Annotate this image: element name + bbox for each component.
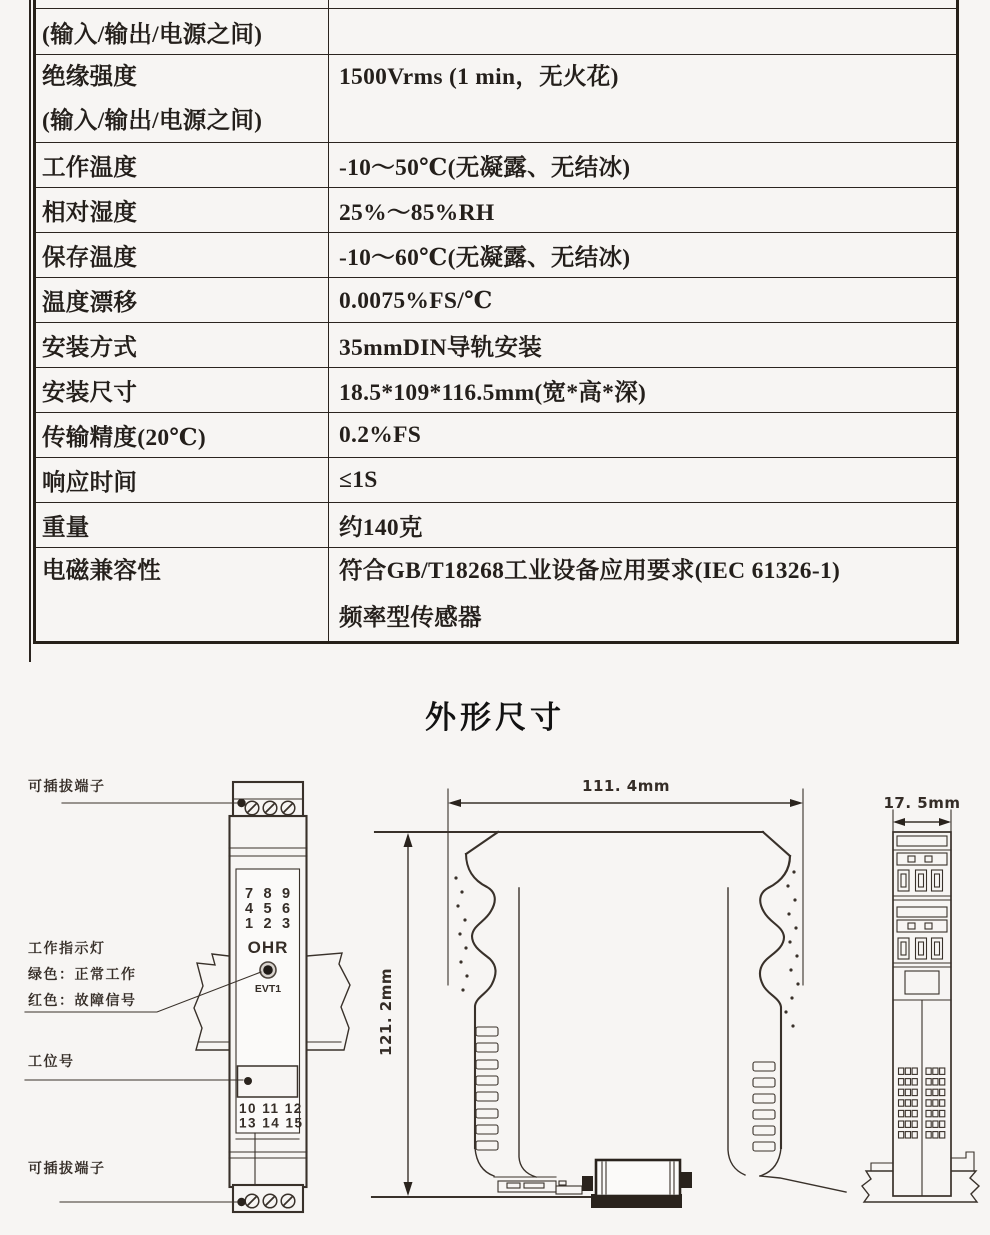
spec-label-line2: (输入/输出/电源之间) [42,108,263,134]
terminal-numbers-bottom-row2: 13 14 15 [239,1115,304,1131]
depth-dimension [893,810,951,831]
side-view-drawing [372,777,846,1208]
spec-value-cell [328,323,956,367]
width-dimension [448,789,803,985]
spec-value-cell [328,368,956,412]
spec-label: 绝缘强度 [42,64,138,90]
spec-label: 温度漂移 [42,290,138,316]
spec-value-cell [328,278,956,322]
spec-value: -10～60℃(无凝露、无结冰) [339,245,631,271]
spec-table [33,0,959,644]
spec-label: 工作温度 [42,155,138,181]
terminal-7: 7 [244,886,254,902]
station-tag-plate [238,1066,298,1097]
table-row [36,54,956,142]
spec-value: 符合GB/T18268工业设备应用要求(IEC 61326-1) [339,558,841,584]
height-dimension-label: 121. 2mm [377,968,395,1056]
spec-label-cell [36,188,328,232]
spec-value-cell [328,9,956,54]
spec-value: ≤1S [339,466,378,493]
clip-hook-right [951,1152,974,1170]
spec-label-cell [36,413,328,457]
spec-label-cell [36,278,328,322]
brand-logo-text: OHR [247,938,289,957]
spec-value-cell [328,55,956,142]
spec-label-cell [36,368,328,412]
table-row [36,232,956,277]
spec-label-cell [36,9,328,54]
spec-label: 响应时间 [42,470,138,496]
terminal-9: 9 [281,886,291,902]
spec-label: (输入/输出/电源之间) [42,21,263,48]
terminal-5: 5 [263,901,272,917]
table-row [36,142,956,187]
status-led-icon [260,962,276,978]
spec-label-cell [36,55,328,142]
mounting-foot [494,1177,582,1194]
top-terminal-block [233,782,303,816]
table-row [36,277,956,322]
spec-label-cell [36,548,328,641]
terminal-2: 2 [263,916,272,932]
spec-value: 0.2%FS [339,421,422,448]
spec-label: 传输精度(20℃) [42,425,207,451]
spec-label: 安装尺寸 [42,380,138,406]
spec-value: 35mmDIN导轨安装 [339,335,543,361]
label-top-terminal: 可插拔端子 [28,778,106,794]
spec-label-cell [36,143,328,187]
height-dimension [404,833,413,1196]
table-row [36,547,956,641]
table-row [36,8,956,54]
table-row [36,502,956,547]
front-view-drawing [25,778,350,1212]
table-row [36,457,956,502]
spec-label: 重量 [42,515,90,541]
rail-edge-right [760,1176,846,1192]
label-indicator-3: 红色：故障信号 [28,992,137,1008]
terminal-3: 3 [281,916,291,932]
spec-value-line2: 频率型传感器 [339,604,482,631]
terminal-4: 4 [244,901,254,917]
spec-label-cell [36,323,328,367]
table-row [36,322,956,367]
spec-value: 0.0075%FS/℃ [339,287,493,314]
hinge-dotted-line-right [784,870,799,1027]
terminal-numbers-top [245,886,290,932]
led-label: EVT1 [254,983,282,995]
end-view-drawing [862,794,979,1202]
spec-value: 18.5*109*116.5mm(宽*高*深) [339,380,647,406]
width-dimension-label: 111. 4mm [582,777,670,795]
terminal-1: 1 [244,916,254,932]
table-row [36,187,956,232]
hinge-dotted-line-left [454,876,468,991]
spec-value-cell [328,413,956,457]
spec-value-cell [328,458,956,502]
spec-value: -10～50℃(无凝露、无结冰) [339,155,631,181]
spec-label: 安装方式 [42,335,138,361]
din-rail-clip [582,1160,692,1208]
spec-value-cell [328,503,956,547]
spec-label: 相对湿度 [42,200,138,226]
spec-value: 约140克 [339,515,423,541]
outline-dimension-drawings [0,752,990,1235]
spec-label: 电磁兼容性 [42,558,161,584]
spec-value-cell [328,143,956,187]
spec-value: 1500Vrms (1 min，无火花) [339,64,619,90]
vent-slots-left-column [476,1027,498,1150]
label-indicator-2: 绿色：正常工作 [28,966,137,982]
table-outer-thin-border [29,0,31,662]
spec-value-cell [328,188,956,232]
depth-dimension-label: 17. 5mm [883,794,961,812]
terminal-numbers-bottom-row1: 10 11 12 [239,1101,303,1116]
terminal-8: 8 [263,886,272,902]
label-indicator-1: 工作指示灯 [28,940,106,956]
vent-slots-right-column [753,1062,775,1151]
spec-label-cell [36,0,328,8]
spec-value-cell [328,0,956,8]
spec-value-cell [328,233,956,277]
table-row [36,0,956,8]
spec-label-cell [36,233,328,277]
table-row [36,367,956,412]
spec-label-cell [36,503,328,547]
label-bottom-terminal: 可插拔端子 [28,1160,106,1176]
spec-value-cell [328,548,956,641]
spec-label: 保存温度 [42,245,138,271]
terminal-6: 6 [281,901,291,917]
spec-label-cell [36,458,328,502]
section-title: 外形尺寸 [425,700,565,735]
din-rail-break-left [194,954,229,1050]
table-row [36,412,956,457]
label-station: 工位号 [28,1053,75,1069]
din-rail-break-right [307,953,350,1050]
spec-value: 25%～85%RH [339,200,495,226]
clip-hook-left [871,1163,893,1171]
